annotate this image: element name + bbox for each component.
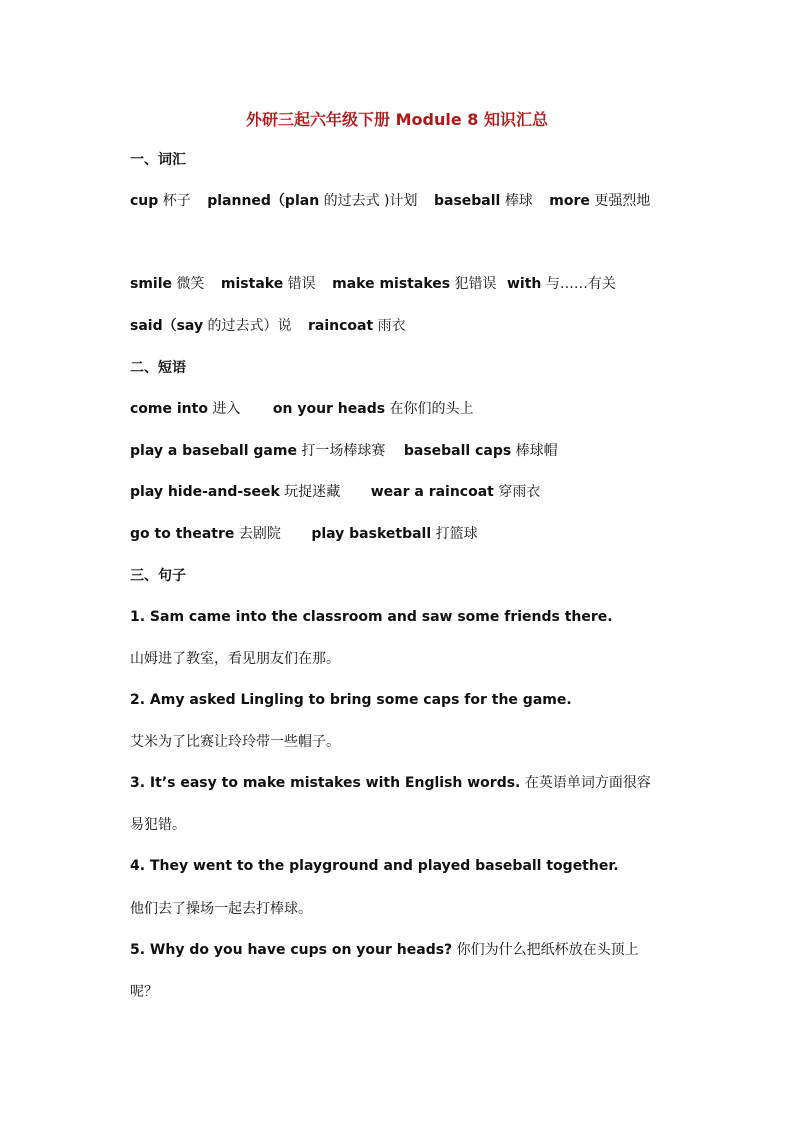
phrase-en: come into xyxy=(130,401,208,417)
vocab-en: make mistakes xyxy=(332,276,451,292)
phrase-en: play hide-and-seek xyxy=(130,484,280,500)
vocab-zh: 微笑 xyxy=(176,276,205,292)
vocab-zh: 雨衣 xyxy=(377,318,406,334)
document-title: 外研三起六年级下册 Module 8 知识汇总 xyxy=(246,110,548,129)
vocab-line-2 xyxy=(130,273,690,295)
vocab-line-1 xyxy=(130,190,690,212)
phrase-zh: 打一场棒球赛 xyxy=(301,443,386,459)
phrase-zh: 玩捉迷藏 xyxy=(284,484,341,500)
vocab-zh: 犯错误 xyxy=(454,276,497,292)
phrase-row xyxy=(130,523,690,545)
phrase-en: play a baseball game xyxy=(130,443,297,459)
phrase-en: wear a raincoat xyxy=(370,484,494,500)
phrase-zh: 进入 xyxy=(212,401,241,417)
phrase-en: on your heads xyxy=(272,401,386,417)
phrase-row xyxy=(130,398,690,420)
sentence-line xyxy=(130,939,690,961)
sentence-en: 4. They went to the playground and played baseball together. xyxy=(130,858,619,874)
phrase-zh: 棒球帽 xyxy=(515,443,558,459)
sentence-zh-inline: 在英语单词方面很容 xyxy=(524,775,651,791)
phrase-en: baseball caps xyxy=(403,443,512,459)
vocab-en: with xyxy=(507,276,542,292)
vocab-en: baseball xyxy=(433,193,501,209)
phrase-en: play basketball xyxy=(311,526,432,542)
vocab-en: raincoat xyxy=(307,318,374,334)
vocab-en: mistake xyxy=(220,276,284,292)
sentence-line xyxy=(130,772,690,794)
phrase-row xyxy=(130,440,690,462)
vocab-zh: 错误 xyxy=(287,276,316,292)
vocab-line-3 xyxy=(130,315,690,337)
phrase-en: go to theatre xyxy=(130,526,235,542)
sentence-en: 3. It’s easy to make mistakes with English words. xyxy=(130,775,521,791)
vocab-zh: 与……有关 xyxy=(545,276,616,292)
section-heading-vocab: 一、词汇 xyxy=(130,152,186,168)
vocab-zh: 的过去式）说 xyxy=(207,318,292,334)
sentence-zh: 山姆进了教室，看见朋友们在那。 xyxy=(130,651,340,667)
vocab-en: planned（plan xyxy=(207,193,320,209)
vocab-zh: 棒球 xyxy=(504,193,533,209)
section-heading-phrases: 二、短语 xyxy=(130,360,186,376)
sentence-en: 1. Sam came into the classroom and saw some friends there. xyxy=(130,609,613,625)
sentence-en: 2. Amy asked Lingling to bring some caps for the game. xyxy=(130,692,572,708)
sentence-zh: 他们去了操场一起去打棒球。 xyxy=(130,901,312,917)
vocab-zh: 的过去式 )计划 xyxy=(323,193,418,209)
sentence-zh: 易犯错。 xyxy=(130,817,186,833)
sentence-zh-inline: 你们为什么把纸杯放在头顶上 xyxy=(456,942,639,958)
vocab-en: cup xyxy=(130,193,159,209)
sentence-zh: 呢？ xyxy=(130,984,158,1000)
phrase-row xyxy=(130,481,690,503)
phrase-zh: 穿雨衣 xyxy=(498,484,541,500)
phrase-zh: 打篮球 xyxy=(435,526,478,542)
sentence-en: 5. Why do you have cups on your heads? xyxy=(130,942,453,958)
vocab-en: said（say xyxy=(130,318,204,334)
phrase-zh: 在你们的头上 xyxy=(389,401,474,417)
phrase-zh: 去剧院 xyxy=(238,526,281,542)
sentence-zh: 艾米为了比赛让玲玲带一些帽子。 xyxy=(130,734,340,750)
section-heading-sentences: 三、句子 xyxy=(130,568,186,584)
vocab-en: smile xyxy=(130,276,173,292)
vocab-zh: 杯子 xyxy=(162,193,191,209)
vocab-zh: 更强烈地 xyxy=(594,193,651,209)
vocab-en: more xyxy=(549,193,590,209)
